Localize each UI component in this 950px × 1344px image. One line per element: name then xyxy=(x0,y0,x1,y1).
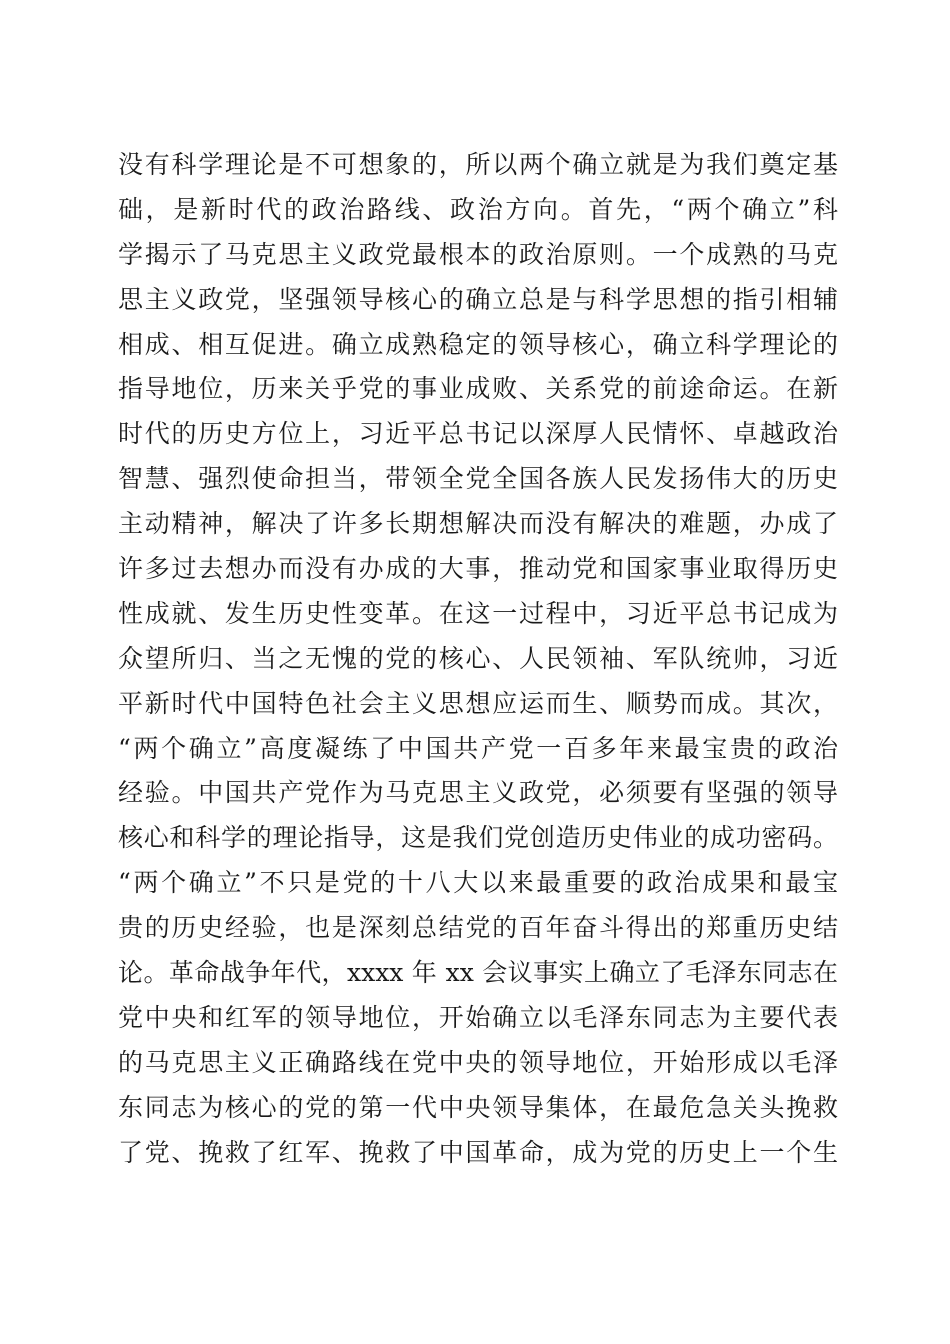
text-line: 主动精神，解决了许多长期想解决而没有解决的难题，办成了 xyxy=(118,509,838,539)
text-line: 贵的历史经验，也是深刻总结党的百年奋斗得出的郑重历史结 xyxy=(118,913,838,943)
text-line: 相成、相互促进。确立成熟稳定的领导核心，确立科学理论的 xyxy=(118,329,838,359)
body-paragraph xyxy=(118,143,838,1175)
text-line: 指导地位，历来关乎党的事业成败、关系党的前途命运。在新 xyxy=(118,374,838,404)
text-line: 智慧、强烈使命担当，带领全党全国各族人民发扬伟大的历史 xyxy=(118,464,838,494)
text-line: 党中央和红军的领导地位，开始确立以毛泽东同志为主要代表 xyxy=(118,1002,838,1032)
text-line: 性成就、发生历史性变革。在这一过程中，习近平总书记成为 xyxy=(118,598,838,628)
text-line: 经验。中国共产党作为马克思主义政党，必须要有坚强的领导 xyxy=(118,778,838,808)
text-line: 论。革命战争年代，xxxx 年 xx 会议事实上确立了毛泽东同志在 xyxy=(118,958,838,988)
text-line: 没有科学理论是不可想象的，所以两个确立就是为我们奠定基 xyxy=(118,150,838,179)
text-line: 时代的历史方位上，习近平总书记以深厚人民情怀、卓越政治 xyxy=(118,419,838,449)
text-line: 东同志为核心的党的第一代中央领导集体，在最危急关头挽救 xyxy=(118,1092,838,1122)
text-line: 许多过去想办而没有办成的大事，推动党和国家事业取得历史 xyxy=(118,554,838,584)
text-line: 学揭示了马克思主义政党最根本的政治原则。一个成熟的马克 xyxy=(118,239,838,269)
text-line: 础，是新时代的政治路线、政治方向。首先，“两个确立”科 xyxy=(118,194,838,224)
text-line: 思主义政党，坚强领导核心的确立总是与科学思想的指引相辅 xyxy=(118,284,838,314)
text-line: “两个确立”高度凝练了中国共产党一百多年来最宝贵的政治 xyxy=(118,733,838,763)
text-line: 的马克思主义正确路线在党中央的领导地位，开始形成以毛泽 xyxy=(118,1047,838,1077)
text-line: 核心和科学的理论指导，这是我们党创造历史伟业的成功密码。 xyxy=(118,823,838,853)
text-line: 平新时代中国特色社会主义思想应运而生、顺势而成。其次， xyxy=(118,688,838,718)
text-line: “两个确立”不只是党的十八大以来最重要的政治成果和最宝 xyxy=(118,868,838,898)
text-line: 众望所归、当之无愧的党的核心、人民领袖、军队统帅，习近 xyxy=(118,643,838,673)
text-line: 了党、挽救了红军、挽救了中国革命，成为党的历史上一个生 xyxy=(118,1137,838,1167)
